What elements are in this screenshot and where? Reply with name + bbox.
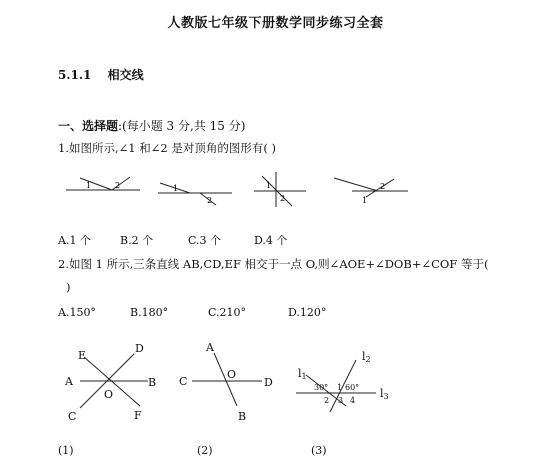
fig-b-angle-2: 2 [207, 196, 213, 205]
figure-1 [80, 354, 148, 408]
figure-3 [296, 360, 376, 412]
part-heading-label: 一、选择题 [58, 119, 119, 133]
question-2-stem-line-2: ) [66, 280, 71, 294]
fig-b-angle-1: 1 [173, 184, 179, 193]
section-name: 相交线 [107, 68, 144, 82]
figure-3-angle-3: 3 [338, 396, 344, 405]
fig-d-angle-2: 2 [380, 182, 386, 191]
figure-3-l3-letter: l [380, 387, 384, 400]
figure-1-label-a: A [65, 375, 73, 388]
figure-3-caption: (3) [311, 444, 327, 457]
question-2-option-d: D.120° [288, 306, 327, 319]
figure-3-l1-letter: l [298, 367, 302, 380]
figure-3-l2-sub: 2 [365, 355, 371, 364]
part-heading-note: :(每小题 3 分,共 15 分) [118, 119, 246, 133]
page-title: 人教版七年级下册数学同步练习全套 [167, 16, 384, 31]
figure-3-angle-4: 4 [350, 396, 356, 405]
figure-1-label-o: O [104, 388, 114, 401]
question-1-stem: 1.如图所示,∠1 和∠2 是对顶角的图形有( ) [58, 141, 276, 155]
figure-3-label-l1 [298, 367, 307, 381]
figure-1-label-d: D [135, 342, 144, 355]
fig-c-angle-1: 1 [266, 181, 272, 190]
question-2-option-c: C.210° [208, 306, 247, 319]
fig-c-angle-2: 2 [280, 194, 286, 203]
question-1-option-b: B.2 个 [120, 234, 154, 247]
figure-3-l2-letter: l [362, 350, 366, 363]
figure-1-label-e: E [78, 349, 87, 362]
figure-2-label-o: O [227, 368, 237, 381]
question-1-option-c: C.3 个 [188, 234, 222, 247]
question-2-option-a: A.150° [58, 306, 96, 319]
figure-1-label-c: C [68, 410, 77, 423]
figure-3-l3-sub: 3 [383, 392, 389, 401]
figure-1-label-b: B [148, 376, 157, 389]
figure-2-label-a: A [206, 341, 214, 354]
fig-d-angle-1: 1 [362, 196, 368, 205]
question-1-option-a: A.1 个 [58, 234, 91, 247]
figure-3-angle-60: 60° [345, 383, 360, 392]
figure-3-label-l3 [380, 387, 389, 401]
question-2-stem-line-1: 2.如图 1 所示,三条直线 AB,CD,EF 相交于一点 O,则∠AOE+∠DOB+∠COF 等于( [58, 257, 489, 271]
question-1-option-d: D.4 个 [254, 234, 288, 247]
figure-2-label-c: C [179, 375, 188, 388]
figure-1-label-f: F [134, 409, 142, 422]
figure-3-angle-2: 2 [324, 396, 330, 405]
section-number: 5.1.1 [58, 68, 92, 82]
figure-2-label-b: B [238, 410, 247, 423]
figure-3-label-l2 [362, 350, 371, 364]
figure-1-caption: (1) [58, 444, 74, 457]
figure-3-l1-sub: 1 [301, 372, 307, 381]
fig-a-angle-2: 2 [115, 181, 121, 190]
figure-2-caption: (2) [197, 444, 213, 457]
figure-3-angle-1: 1 [337, 383, 343, 392]
question-2-option-b: B.180° [130, 306, 169, 319]
figure-3-angle-30: 30° [314, 383, 329, 392]
fig-a-angle-1: 1 [86, 181, 92, 190]
figure-2-label-d: D [264, 376, 273, 389]
